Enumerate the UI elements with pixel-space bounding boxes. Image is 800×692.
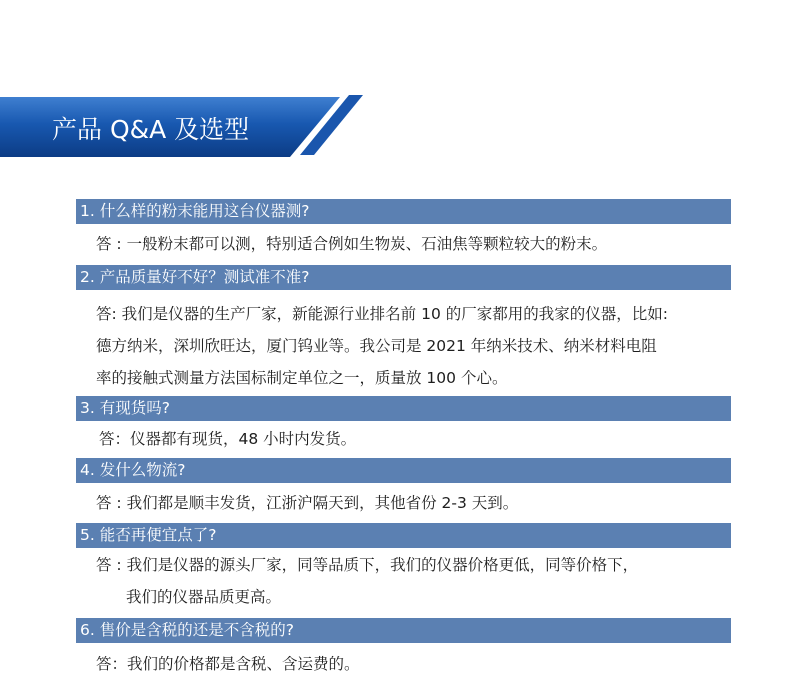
question-1: 1. 什么样的粉末能用这台仪器测? [76,199,731,224]
page-title: 产品 Q&A 及选型 [52,115,250,144]
answer-5-line-1: 答 : 我们是仪器的源头厂家，同等品质下，我们的仪器价格更低，同等价格下， [96,556,639,574]
answer-2-line-1: 答: 我们是仪器的生产厂家，新能源行业排名前 10 的厂家都用的我家的仪器，比如: [96,305,668,323]
question-5: 5. 能否再便宜点了? [76,523,731,548]
section-banner [0,93,370,163]
answer-2-line-2: 德方纳米，深圳欣旺达，厦门钨业等。我公司是 2021 年纳米技术、纳米材料电阻 [96,337,657,355]
answer-3-line-1: 答：仪器都有现货，48 小时内发货。 [99,430,357,448]
question-4: 4. 发什么物流? [76,458,731,483]
question-2: 2. 产品质量好不好？测试准不准? [76,265,731,290]
answer-1-line-1: 答 : 一般粉末都可以测，特别适合例如生物炭、石油焦等颗粒较大的粉末。 [96,235,608,253]
answer-5-line-2: 我们的仪器品质更高。 [126,588,282,606]
answer-4-line-1: 答 : 我们都是顺丰发货，江浙沪隔天到，其他省份 2-3 天到。 [96,494,519,512]
answer-2-line-3: 率的接触式测量方法国标制定单位之一，质量放 100 个心。 [96,369,508,387]
question-3: 3. 有现货吗? [76,396,731,421]
question-6: 6. 售价是含税的还是不含税的? [76,618,731,643]
answer-6-line-1: 答：我们的价格都是含税、含运费的。 [96,655,360,673]
